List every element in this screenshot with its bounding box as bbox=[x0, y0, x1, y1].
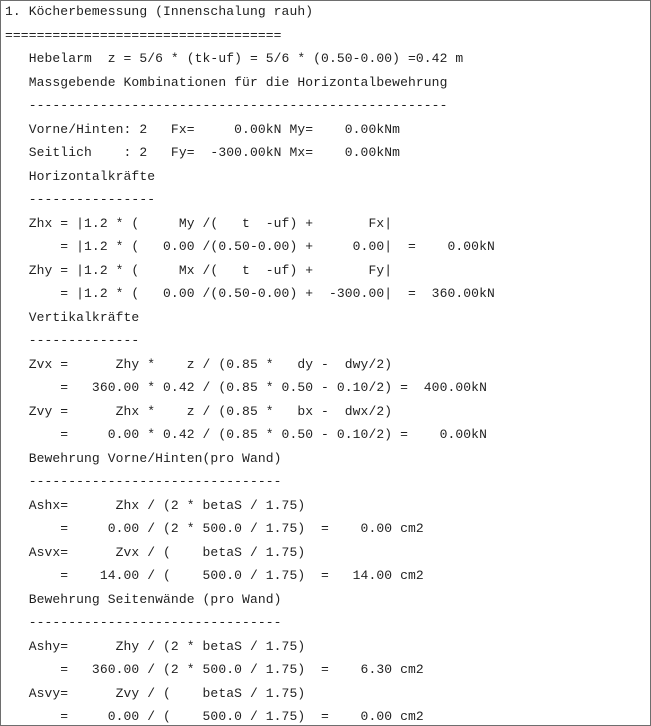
zhx-result: = |1.2 * ( 0.00 /(0.50-0.00) + 0.00| = 0.00kN bbox=[5, 239, 495, 254]
zvy-formula: Zvy = Zhx * z / (0.85 * bx - dwx/2) bbox=[5, 403, 393, 419]
reinforcement-front-back-heading: Bewehrung Vorne/Hinten(pro Wand) bbox=[5, 450, 282, 466]
title-underline: =================================== bbox=[5, 27, 282, 43]
combinations-underline: ----------------------------------------------------- bbox=[5, 98, 448, 113]
reinforcement-side-walls-heading: Bewehrung Seitenwände (pro Wand) bbox=[5, 591, 282, 607]
zhy-formula: Zhy = |1.2 * ( Mx /( t -uf) + Fy| bbox=[5, 262, 393, 278]
front-back-forces-line: Vorne/Hinten: 2 Fx= 0.00kN My= 0.00kNm bbox=[5, 121, 401, 137]
side-forces-line: Seitlich : 2 Fy= -300.00kN Mx= 0.00kNm bbox=[5, 145, 401, 160]
horizontal-forces-underline: ---------------- bbox=[5, 192, 156, 207]
reinforcement-side-walls-underline: -------------------------------- bbox=[5, 615, 282, 630]
zhy-result: = |1.2 * ( 0.00 /(0.50-0.00) + -300.00| = 360.00kN bbox=[5, 286, 495, 301]
asvy-formula: Asvy= Zvy / ( betaS / 1.75) bbox=[5, 685, 306, 701]
zvx-formula: Zvx = Zhy * z / (0.85 * dy - dwy/2) bbox=[5, 356, 393, 372]
asvx-result: = 14.00 / ( 500.0 / 1.75) = 14.00 cm2 bbox=[5, 568, 424, 583]
asvx-formula: Asvx= Zvx / ( betaS / 1.75) bbox=[5, 544, 306, 560]
report-title: 1. Köcherbemessung (Innenschalung rauh) bbox=[5, 4, 314, 19]
ashy-result: = 360.00 / (2 * 500.0 / 1.75) = 6.30 cm2 bbox=[5, 662, 424, 677]
asvy-result: = 0.00 / ( 500.0 / 1.75) = 0.00 cm2 bbox=[5, 709, 424, 724]
zvx-result: = 360.00 * 0.42 / (0.85 * 0.50 - 0.10/2) = 400.00kN bbox=[5, 380, 487, 395]
ashy-formula: Ashy= Zhy / (2 * betaS / 1.75) bbox=[5, 638, 306, 654]
reinforcement-front-back-underline: -------------------------------- bbox=[5, 474, 282, 489]
horizontal-forces-heading: Horizontalkräfte bbox=[5, 168, 156, 184]
vertical-forces-underline: -------------- bbox=[5, 333, 140, 348]
zvy-result: = 0.00 * 0.42 / (0.85 * 0.50 - 0.10/2) = 0.00kN bbox=[5, 427, 487, 442]
lever-arm-line: Hebelarm z = 5/6 * (tk-uf) = 5/6 * (0.50-0.00) =0.42 m bbox=[5, 51, 464, 66]
vertical-forces-heading: Vertikalkräfte bbox=[5, 309, 140, 325]
calculation-report bbox=[5, 3, 495, 726]
zhx-formula: Zhx = |1.2 * ( My /( t -uf) + Fx| bbox=[5, 215, 393, 231]
combinations-heading: Massgebende Kombinationen für die Horizontalbewehrung bbox=[5, 74, 448, 90]
ashx-result: = 0.00 / (2 * 500.0 / 1.75) = 0.00 cm2 bbox=[5, 521, 424, 536]
ashx-formula: Ashx= Zhx / (2 * betaS / 1.75) bbox=[5, 497, 306, 513]
